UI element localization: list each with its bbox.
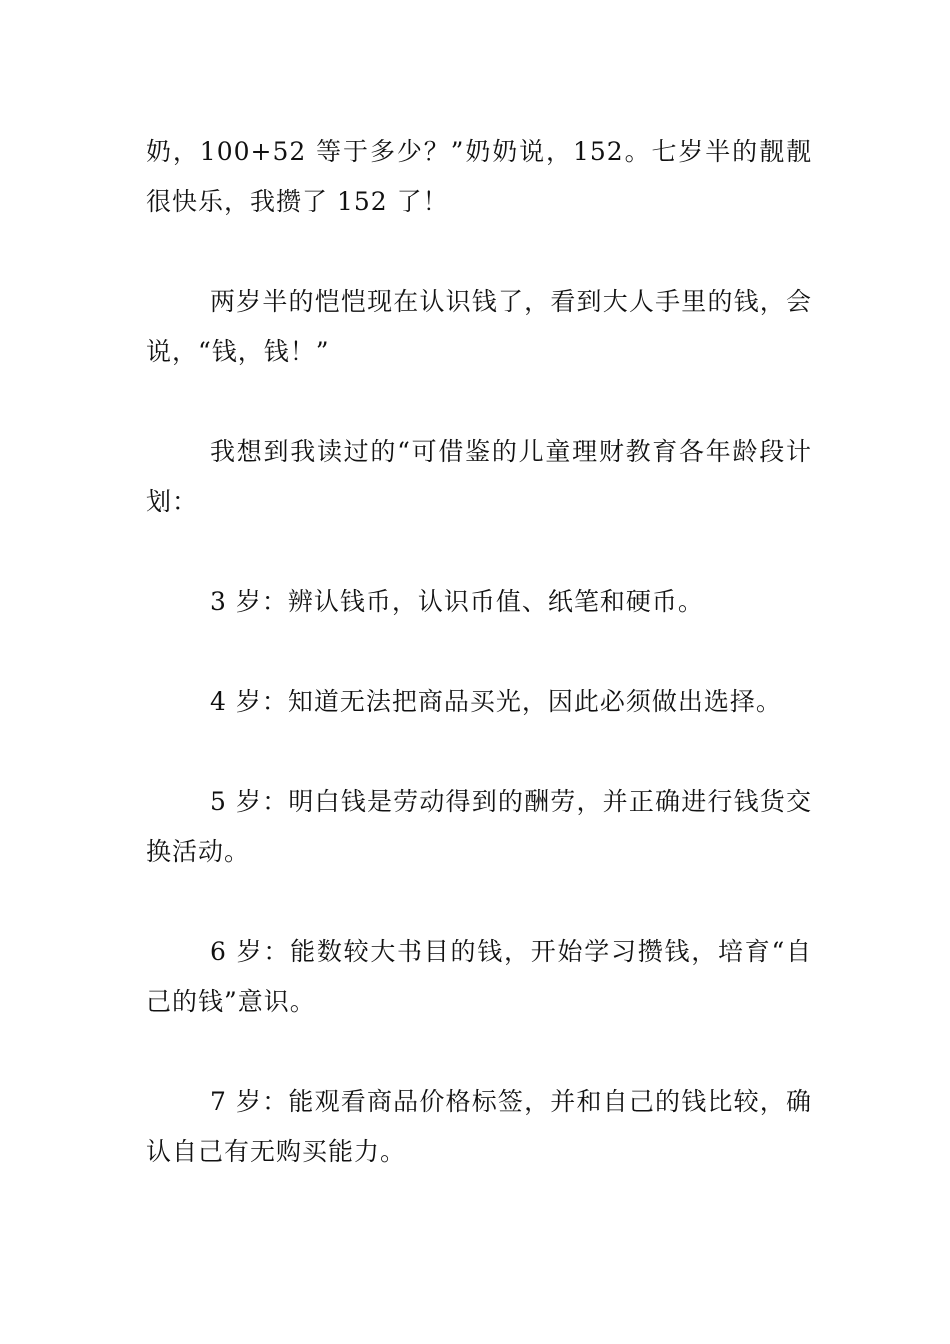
paragraph-age-4: 4 岁：知道无法把商品买光，因此必须做出选择。 (210, 687, 782, 716)
document-page (146, 127, 812, 1227)
paragraph-age-3: 3 岁：辨认钱币，认识币值、纸笔和硬币。 (210, 587, 704, 616)
paragraph-age-5: 5 岁：明白钱是劳动得到的酬劳，并正确进行钱货交换活动。 (146, 787, 812, 866)
paragraph-age-7: 7 岁：能观看商品价格标签，并和自己的钱比较，确认自己有无购买能力。 (146, 1087, 812, 1166)
paragraph-continuation: 奶，100+52 等于多少？”奶奶说，152。七岁半的靓靓很快乐，我攒了 152 了！ (146, 137, 812, 216)
paragraph-toddler-money: 两岁半的恺恺现在认识钱了，看到大人手里的钱，会说，“钱，钱！” (146, 287, 812, 366)
paragraph-plan-intro: 我想到我读过的“可借鉴的儿童理财教育各年龄段计划： (146, 437, 812, 516)
paragraph-age-6: 6 岁：能数较大书目的钱，开始学习攒钱，培育“自己的钱”意识。 (146, 937, 812, 1016)
